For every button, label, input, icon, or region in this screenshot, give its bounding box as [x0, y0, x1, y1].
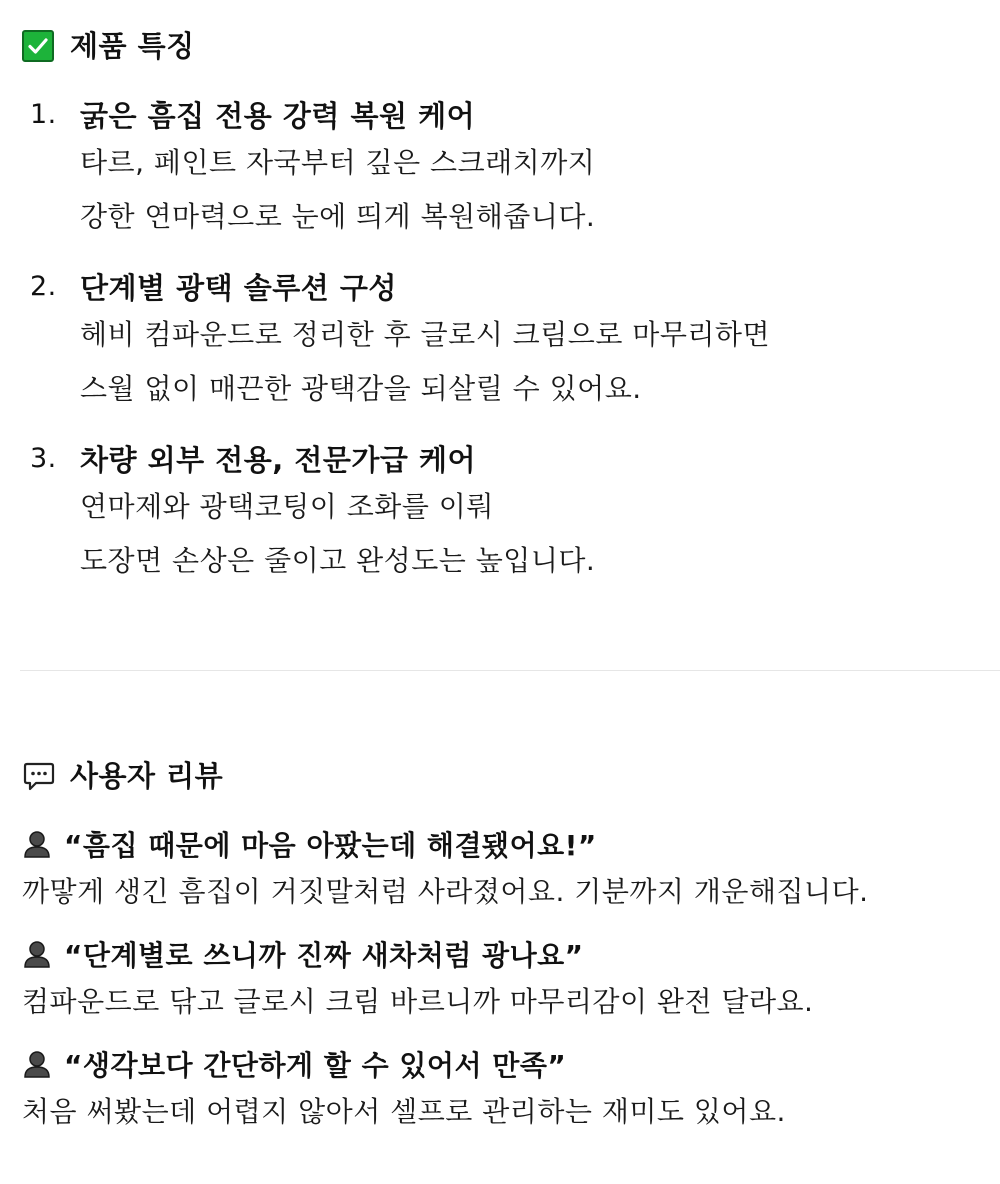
feature-description-line: 헤비 컴파운드로 정리한 후 글로시 크림으로 마무리하면 — [80, 318, 771, 351]
feature-number: 3. — [30, 442, 57, 474]
review-item — [22, 822, 992, 918]
feature-number: 2. — [30, 270, 57, 302]
review-body: 처음 써봤는데 어렵지 않아서 셀프로 관리하는 재미도 있어요. — [22, 1095, 786, 1128]
review-heading-row — [22, 822, 992, 866]
feature-heading: 굵은 흠집 전용 강력 복원 케어 — [80, 98, 476, 133]
reviews-title-text: 사용자 리뷰 — [70, 759, 224, 793]
review-heading-row — [22, 1042, 992, 1086]
review-quote: “생각보다 간단하게 할 수 있어서 만족” — [64, 1049, 567, 1082]
feature-item — [30, 264, 970, 416]
review-item — [22, 1042, 992, 1138]
feature-heading: 단계별 광택 솔루션 구성 — [80, 270, 397, 305]
speech-bubble-icon — [22, 759, 56, 793]
feature-item — [30, 436, 970, 588]
review-body: 까맣게 생긴 흠집이 거짓말처럼 사라졌어요. 기분까지 개운해집니다. — [22, 875, 869, 908]
feature-description-line: 연마제와 광택코팅이 조화를 이뤄 — [80, 490, 494, 523]
features-list — [30, 92, 970, 608]
feature-heading-row — [30, 436, 970, 480]
review-quote: “단계별로 쓰니까 진짜 새차처럼 광나요” — [64, 939, 584, 972]
feature-description-line: 도장면 손상은 줄이고 완성도는 높입니다. — [80, 544, 596, 577]
feature-item — [30, 92, 970, 244]
person-silhouette-icon — [22, 939, 52, 969]
feature-description-line: 강한 연마력으로 눈에 띄게 복원해줍니다. — [80, 200, 596, 233]
person-silhouette-icon — [22, 829, 52, 859]
features-section-title — [22, 26, 195, 66]
person-silhouette-icon — [22, 1049, 52, 1079]
feature-heading-row — [30, 92, 970, 136]
feature-description-line: 스월 없이 매끈한 광택감을 되살릴 수 있어요. — [80, 372, 642, 405]
review-quote: “흠집 때문에 마음 아팠는데 해결됐어요!” — [64, 829, 597, 862]
review-item — [22, 932, 992, 1028]
review-heading-row — [22, 932, 992, 976]
feature-description-line: 타르, 페인트 자국부터 깊은 스크래치까지 — [80, 146, 596, 179]
reviews-section-title — [22, 756, 223, 796]
feature-heading: 차량 외부 전용, 전문가급 케어 — [80, 442, 477, 477]
section-divider — [20, 670, 1000, 671]
reviews-list — [22, 822, 992, 1152]
feature-heading-row — [30, 264, 970, 308]
review-body: 컴파운드로 닦고 글로시 크림 바르니까 마무리감이 완전 달라요. — [22, 985, 814, 1018]
check-mark-button-icon — [22, 30, 54, 62]
feature-number: 1. — [30, 98, 57, 130]
features-title-text: 제품 특징 — [70, 29, 195, 63]
